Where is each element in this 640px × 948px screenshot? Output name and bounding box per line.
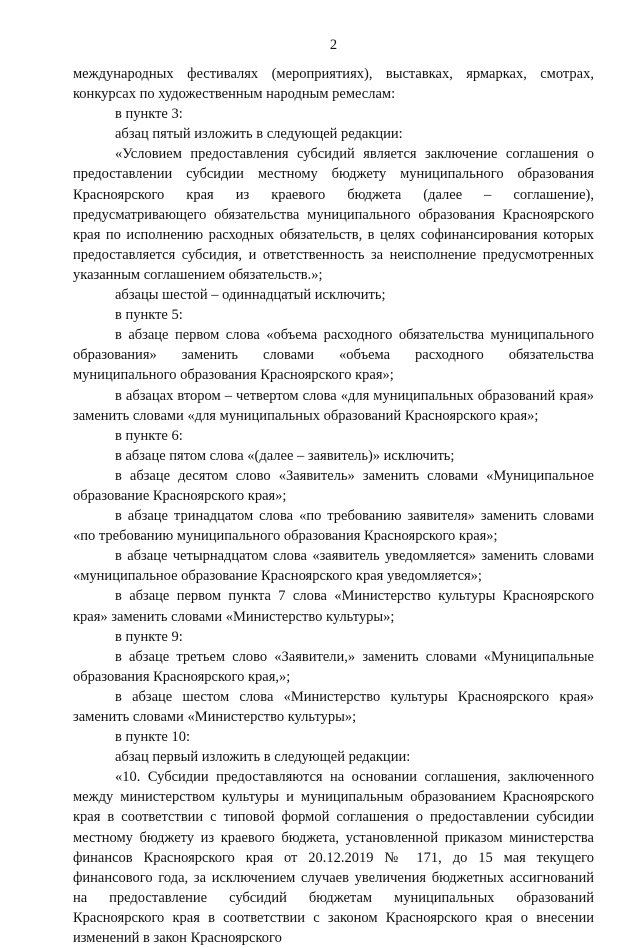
paragraph: в абзаце первом слова «объема расходного обязательства муниципального образования» заменить словами «объема расходного обязательства муниципального образования Красноярского края»; xyxy=(73,327,594,384)
paragraph: в абзаце шестом слова «Министерство культуры Красноярского края» заменить словами «Министерство культуры»; xyxy=(73,688,594,725)
paragraph: в пункте 5: xyxy=(115,307,183,324)
paragraph: в абзаце тринадцатом слова «по требованию заявителя» заменить словами «по требованию муниципального образования Красноярского края»; xyxy=(73,508,594,545)
paragraph: в абзаце третьем слово «Заявители,» заменить словами «Муниципальные образования Красноярского края,»; xyxy=(73,648,594,685)
paragraph: международных фестивалях (мероприятиях), выставках, ярмарках, смотрах, конкурсах по художественным народным ремеслам: xyxy=(73,66,594,103)
paragraph: «10. Субсидии предоставляются на основании соглашения, заключенного между министерством культуры и муниципальным образованием Красноярского края в соответствии с типовой формой соглашения о предоставлении субсидии местному бюджету из краевого бюджета, установленной приказом министерства финансов Красноярского края от 20.12.2019 № 171, до 15 мая текущего финансового года, за исключением случаев увеличения бюджетных ассигнований на предоставление субсидий бюджетам муниципальных образований Красноярского края в соответствии с законом Красноярского края о внесении изменений в закон Красноярского xyxy=(73,769,594,947)
paragraph: в абзаце десятом слово «Заявитель» заменить словами «Муниципальное образование Красноярского края»; xyxy=(73,467,594,504)
paragraph: в пункте 10: xyxy=(115,729,191,746)
paragraph: в пункте 9: xyxy=(115,628,183,645)
paragraph: абзац первый изложить в следующей редакции: xyxy=(115,749,411,766)
document-body xyxy=(73,64,594,948)
paragraph: в абзаце четырнадцатом слова «заявитель уведомляется» заменить словами «муниципальное образование Красноярского края уведомляется»; xyxy=(73,548,594,585)
paragraph: в абзаце пятом слова «(далее – заявитель)» исключить; xyxy=(115,447,455,464)
paragraph: «Условием предоставления субсидий является заключение соглашения о предоставлении субсидии местному бюджету муниципального образования Красноярского края из краевого бюджета (далее – соглашение), предусматривающего обязательства муниципального образования Красноярского края по исполнению расходных обязательств, в целях софинансирования которых предоставляется субсидия, и ответственность за неисполнение предусмотренных указанным соглашением обязательств.»; xyxy=(73,146,594,283)
paragraph: в пункте 3: xyxy=(115,106,183,123)
paragraph: абзац пятый изложить в следующей редакции: xyxy=(115,126,403,143)
paragraph: в абзацах втором – четвертом слова «для муниципальных образований края» заменить словами «для муниципальных образований Красноярского края»; xyxy=(73,387,594,424)
paragraph: в пункте 6: xyxy=(115,427,183,444)
paragraph: в абзаце первом пункта 7 слова «Министерство культуры Красноярского края» заменить словами «Министерство культуры»; xyxy=(73,588,594,625)
paragraph: абзацы шестой – одиннадцатый исключить; xyxy=(115,287,386,304)
page-number: 2 xyxy=(329,37,338,53)
